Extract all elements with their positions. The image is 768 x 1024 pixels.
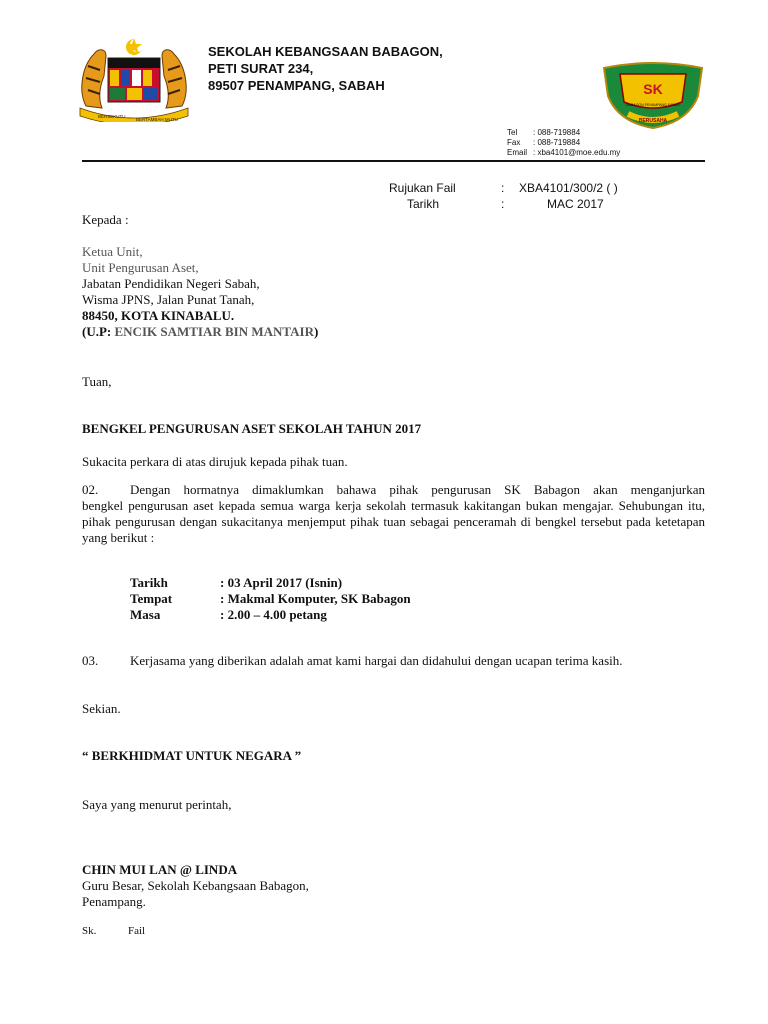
recipient-line-3: Jabatan Pendidikan Negeri Sabah,	[82, 276, 260, 291]
paragraph-3-text: Kerjasama yang diberikan adalah amat kami hargai dan didahului dengan ucapan terima kasih.	[130, 653, 623, 668]
tarikh-separator: :	[501, 197, 505, 211]
detail-label: Masa	[130, 607, 161, 622]
detail-label: Tarikh	[130, 575, 168, 590]
signatory-title: Guru Besar, Sekolah Kebangsaan Babagon,	[82, 878, 309, 893]
tel-label: Tel	[507, 128, 518, 137]
details-block	[130, 575, 411, 623]
signatory-block	[82, 862, 309, 910]
closing: Sekian.	[82, 701, 121, 716]
cc-item: Fail	[128, 925, 146, 937]
recipient-address	[82, 244, 318, 340]
recipient-line-2: Unit Pengurusan Aset,	[82, 260, 199, 275]
detail-value: : 03 April 2017 (Isnin)	[220, 575, 343, 590]
salutation: Tuan,	[82, 374, 112, 389]
detail-masa	[130, 607, 411, 623]
recipient-up-line	[82, 324, 318, 340]
detail-value: : 2.00 – 4.00 petang	[220, 607, 327, 622]
paragraph-1: Sukacita perkara di atas dirujuk kepada pihak tuan.	[82, 454, 348, 469]
tel-row	[507, 128, 620, 138]
order-line: Saya yang menurut perintah,	[82, 797, 232, 812]
reference-block	[389, 180, 618, 212]
kepada-label: Kepada :	[82, 212, 129, 227]
school-name: SEKOLAH KEBANGSAAN BABAGON,	[208, 44, 443, 59]
cc-line	[82, 925, 145, 937]
detail-tarikh	[130, 575, 411, 591]
badge-top-text: BABAGON PENAMPANG SABAH	[626, 103, 680, 107]
detail-value: : Makmal Komputer, SK Babagon	[220, 591, 411, 606]
motto: “ BERKHIDMAT UNTUK NEGARA ”	[82, 748, 302, 763]
detail-label: Tempat	[130, 591, 173, 606]
letterhead-address	[208, 43, 443, 94]
address-line-2: 89507 PENAMPANG, SABAH	[208, 78, 385, 93]
cc-label: Sk.	[82, 925, 97, 937]
up-label: (U.P:	[82, 324, 112, 339]
tarikh-value: MAC 2017	[547, 197, 604, 211]
fax-label: Fax	[507, 138, 521, 147]
email-value: : xba4101@moe.edu.my	[533, 148, 621, 157]
tel-value: : 088-719884	[533, 128, 581, 137]
school-badge-logo	[598, 62, 708, 130]
paragraph-2-number: 02.	[82, 482, 99, 497]
rujukan-value: XBA4101/300/2 ( )	[519, 181, 618, 195]
paragraph-3-number: 03.	[82, 653, 99, 668]
address-line-1: PETI SURAT 234,	[208, 61, 314, 76]
fax-row	[507, 138, 620, 148]
badge-initials: SK	[643, 81, 663, 97]
up-close: )	[313, 324, 319, 339]
recipient-line-5: 88450, KOTA KINABALU.	[82, 308, 235, 323]
badge-motto: BERUSAHA	[638, 118, 668, 124]
email-label: Email	[507, 148, 528, 157]
rujukan-separator: :	[501, 181, 505, 195]
recipient-line-1: Ketua Unit,	[82, 244, 143, 259]
signatory-name: CHIN MUI LAN @ LINDA	[82, 862, 238, 877]
tarikh-label: Tarikh	[407, 197, 440, 211]
paragraph-2-first-line: Dengan hormatnya dimaklumkan bahawa pihak pengurusan SK Babagon akan menganjurkan	[130, 482, 705, 497]
fax-value: : 088-719884	[533, 138, 581, 147]
coat-banner-right-text: BERTAMBAH MUTU	[136, 117, 178, 122]
rujukan-row	[389, 180, 618, 196]
detail-tempat	[130, 591, 411, 607]
email-row	[507, 148, 620, 158]
paragraph-2-body: bengkel pengurusan aset kepada semua warga kerja sekolah termasuk kakitangan bukan mengajar. Sehubungan itu, pihak pengurusan dengan sukacitanya menjemput pihak tuan sebagai penceramah di bengkel tersebut pada ketetapan yang berikut :	[82, 498, 705, 545]
tarikh-row	[389, 196, 618, 212]
letterhead-divider	[82, 160, 705, 162]
coat-of-arms-logo	[76, 36, 192, 122]
coat-banner-left-text: BERSEKUTU	[98, 114, 126, 119]
contact-info	[507, 128, 620, 158]
up-name: ENCIK SAMTIAR BIN MANTAIR	[114, 324, 314, 339]
recipient-line-4: Wisma JPNS, Jalan Punat Tanah,	[82, 292, 255, 307]
rujukan-label: Rujukan Fail	[389, 181, 456, 195]
signatory-place: Penampang.	[82, 894, 146, 909]
letter-subject: BENGKEL PENGURUSAN ASET SEKOLAH TAHUN 2017	[82, 421, 422, 436]
